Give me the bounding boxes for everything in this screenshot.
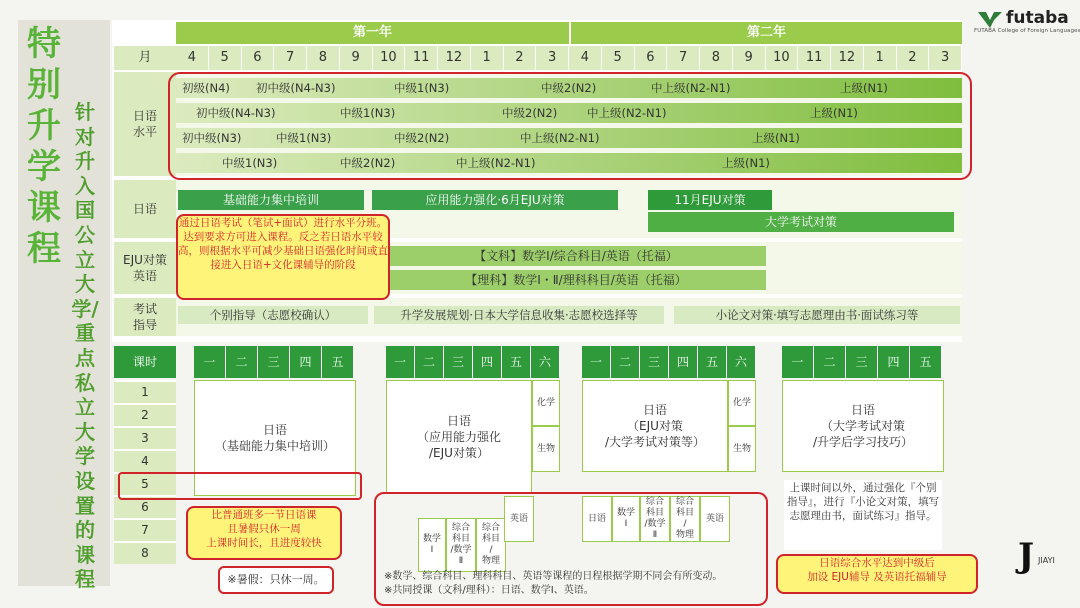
month-cell: 11 xyxy=(798,46,830,70)
month-cell: 1 xyxy=(471,46,503,70)
month-cell: 4 xyxy=(176,46,208,70)
exam-arrow-1: 个别指导（志愿校确认） xyxy=(178,306,368,324)
day-cell: 三 xyxy=(258,346,290,378)
month-cell: 7 xyxy=(667,46,699,70)
level-label: 初中级(N4-N3) xyxy=(196,106,276,120)
day-cell: 六 xyxy=(727,346,756,378)
year-header-first: 第一年 xyxy=(176,22,569,44)
eju-note: 日语综合水平达到中级后 加设 EJU辅导 及英语托福辅导 xyxy=(776,554,978,594)
level-label: 中上级(N2-N1) xyxy=(587,106,667,120)
comp-math2-cell-b3: 综合 科目 /数学 Ⅱ xyxy=(640,496,670,542)
jp-cell-b3: 日语 xyxy=(582,496,612,542)
japanese-arrow-1: 基础能力集中培训 xyxy=(178,190,364,210)
level-label: 中级1(N3) xyxy=(222,156,278,170)
footnote-1: ※数学、综合科目、理科科目、英语等课程的日程根据学期不同会有所变动。 xyxy=(384,571,723,582)
row-label-eju: EJU对策 英语 xyxy=(114,242,176,294)
exam-arrow-3: 小论文对策·填写志愿理由书·面试练习等 xyxy=(674,306,960,324)
day-cell: 四 xyxy=(473,346,502,378)
day-cell: 五 xyxy=(502,346,531,378)
footnote-2: ※共同授课（文科/理科）：日语、数学Ⅰ、英语。 xyxy=(384,585,594,596)
exam-arrow-2: 升学发展规划·日本大学信息收集·志愿校选择等 xyxy=(374,306,664,324)
row-label-level: 日语 水平 xyxy=(114,72,176,176)
extra-lesson-note: 比普通班多一节日语课 且暑假只休一周 上课时间长，且进度较快 xyxy=(186,506,342,560)
hour-cell: 3 xyxy=(114,426,176,449)
month-label: 月 xyxy=(114,46,176,70)
month-cell: 9 xyxy=(733,46,765,70)
page-subtitle: 针对升入国公立大学/重点私立大学设置的课程 xyxy=(71,100,99,592)
chem-cell-1: 化学 xyxy=(532,380,560,426)
month-cell: 9 xyxy=(340,46,372,70)
hour-cell: 7 xyxy=(114,518,176,541)
jiayi-logo-mark: J xyxy=(1018,536,1035,576)
placement-note: 通过日语考试（笔试+面试）进行水平分班。达到要求方可进入课程。反之若日语水平较高，则根据水平可减少基础日语强化时间或直接进入日语+文化课辅导的阶段 xyxy=(176,214,390,300)
month-cell: 10 xyxy=(373,46,405,70)
month-cell: 12 xyxy=(831,46,863,70)
level-label: 中级1(N3) xyxy=(394,81,450,95)
day-cell: 三 xyxy=(640,346,669,378)
month-cell: 5 xyxy=(602,46,634,70)
level-label: 上级(N1) xyxy=(752,131,800,145)
level-label: 中上级(N2-N1) xyxy=(456,156,536,170)
month-cell: 4 xyxy=(569,46,601,70)
month-cell: 6 xyxy=(635,46,667,70)
hour-cell: 2 xyxy=(114,403,176,426)
day-cell: 二 xyxy=(226,346,258,378)
bio-cell-2: 生物 xyxy=(728,426,756,472)
day-cell: 二 xyxy=(611,346,640,378)
day-cell: 四 xyxy=(290,346,322,378)
course-block-3: 日语 （EJU对策 /大学考试对策等） xyxy=(582,380,728,472)
row-label-japanese: 日语 xyxy=(114,180,176,238)
month-cell: 3 xyxy=(929,46,961,70)
hour-label: 课时 xyxy=(114,346,176,378)
japanese-arrow-4: 大学考试对策 xyxy=(648,212,954,232)
day-cell: 一 xyxy=(782,346,814,378)
level-label: 中级1(N3) xyxy=(276,131,332,145)
day-cell: 五 xyxy=(910,346,942,378)
japanese-arrow-3: 11月EJU对策 xyxy=(648,190,772,210)
month-cell: 5 xyxy=(209,46,241,70)
month-cell: 6 xyxy=(242,46,274,70)
level-label: 上级(N1) xyxy=(840,81,888,95)
bio-cell-1: 生物 xyxy=(532,426,560,472)
day-cell: 一 xyxy=(194,346,226,378)
row-label-exam: 考试 指导 xyxy=(114,298,176,336)
day-cell: 四 xyxy=(878,346,910,378)
hour-cell: 8 xyxy=(114,541,176,564)
level-label: 初中级(N4-N3) xyxy=(256,81,336,95)
english-cell-b3: 英语 xyxy=(700,496,730,542)
level-highlight-box xyxy=(168,72,972,180)
level-label: 中上级(N2-N1) xyxy=(651,81,731,95)
chem-cell-2: 化学 xyxy=(728,380,756,426)
futaba-logo-icon xyxy=(976,10,1006,30)
math1-cell-b3: 数学 Ⅰ xyxy=(612,496,640,542)
month-cell: 2 xyxy=(504,46,536,70)
month-cell: 2 xyxy=(897,46,929,70)
eju-arrow-science: 【理科】数学Ⅰ・Ⅱ/理科科目/英语（托福） xyxy=(386,270,766,290)
day-cell: 四 xyxy=(669,346,698,378)
level-label: 初中级(N3) xyxy=(182,131,242,145)
hour-cell: 1 xyxy=(114,380,176,403)
day-cell: 二 xyxy=(814,346,846,378)
summer-note: ※暑假：只休一周。 xyxy=(218,566,334,594)
hour-cell: 6 xyxy=(114,495,176,518)
day-cell: 五 xyxy=(698,346,727,378)
level-label: 中级2(N2) xyxy=(541,81,597,95)
page-title: 特别升学课程 xyxy=(27,24,61,269)
month-cell: 10 xyxy=(766,46,798,70)
course-block-1: 日语 （基础能力集中培训） xyxy=(194,380,356,496)
hour-cell: 5 xyxy=(114,472,176,495)
english-cell-b2: 英语 xyxy=(504,496,534,542)
day-cell: 一 xyxy=(386,346,415,378)
math1-cell-b2: 数学 Ⅰ xyxy=(418,518,446,572)
logo-name: futaba xyxy=(1006,8,1069,28)
comp-math2-cell-b2: 综合 科目 /数学 Ⅱ xyxy=(446,518,476,572)
guidance-note: 上课时间以外，通过强化『个别指导』，进行『小论文对策，填写志愿理由书，面试练习』指导。 xyxy=(784,480,942,550)
eju-arrow-liberal: 【文科】数学Ⅰ/综合科目/英语（托福） xyxy=(386,246,766,266)
month-cell: 7 xyxy=(274,46,306,70)
course-block-2: 日语 （应用能力强化 /EJU对策） xyxy=(386,380,532,494)
level-label: 上级(N1) xyxy=(722,156,770,170)
month-cell: 12 xyxy=(438,46,470,70)
jiayi-logo-text: JIAYI xyxy=(1038,556,1055,565)
comp-phys-cell-b3: 综合 科目 / 物理 xyxy=(670,496,700,542)
course-block-4: 日语 （大学考试对策 /升学后学习技巧） xyxy=(782,380,944,472)
hour5-highlight xyxy=(118,472,362,500)
level-label: 上级(N1) xyxy=(810,106,858,120)
month-cell: 1 xyxy=(864,46,896,70)
level-label: 中级2(N2) xyxy=(502,106,558,120)
logo-subtext: FUTABA College of Foreign Languages xyxy=(974,28,1080,34)
level-label: 中上级(N2-N1) xyxy=(520,131,600,145)
month-cell: 8 xyxy=(307,46,339,70)
japanese-arrow-2: 应用能力强化·6月EJU对策 xyxy=(372,190,618,210)
level-label: 中级1(N3) xyxy=(340,106,396,120)
day-cell: 五 xyxy=(322,346,354,378)
day-cell: 三 xyxy=(444,346,473,378)
comp-phys-cell-b2: 综合 科目 / 物理 xyxy=(476,518,506,572)
day-cell: 六 xyxy=(531,346,560,378)
hour-cell: 4 xyxy=(114,449,176,472)
day-cell: 三 xyxy=(846,346,878,378)
level-label: 中级2(N2) xyxy=(394,131,450,145)
day-cell: 一 xyxy=(582,346,611,378)
month-cell: 3 xyxy=(536,46,568,70)
month-cell: 11 xyxy=(405,46,437,70)
month-cell: 8 xyxy=(700,46,732,70)
level-label: 中级2(N2) xyxy=(340,156,396,170)
year-header-second: 第二年 xyxy=(571,22,962,44)
level-label: 初级(N4) xyxy=(182,81,230,95)
day-cell: 二 xyxy=(415,346,444,378)
